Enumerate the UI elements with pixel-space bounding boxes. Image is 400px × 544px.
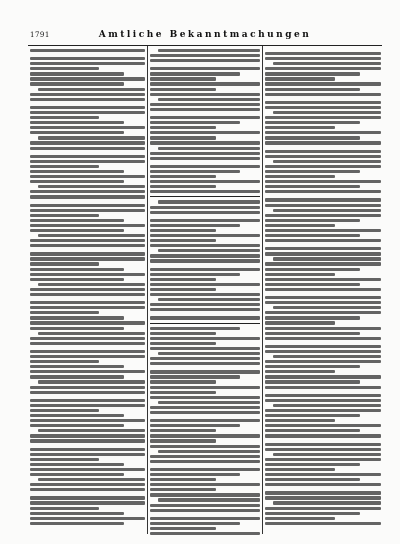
text-line	[30, 301, 145, 304]
text-line	[30, 98, 145, 101]
text-line	[265, 82, 381, 85]
text-line	[265, 126, 335, 129]
text-line	[273, 111, 381, 114]
text-line	[265, 458, 381, 461]
text-line	[150, 483, 260, 486]
text-line	[265, 278, 381, 281]
text-line	[265, 273, 335, 276]
text-line	[265, 507, 381, 510]
text-line	[273, 209, 381, 212]
text-line	[150, 77, 216, 80]
page-header	[30, 31, 380, 45]
text-line	[30, 419, 145, 422]
text-line	[150, 206, 260, 209]
text-line	[150, 131, 260, 134]
text-line	[150, 362, 260, 365]
text-line	[150, 283, 260, 286]
text-line	[30, 67, 99, 70]
text-line	[150, 445, 260, 448]
text-line	[30, 414, 124, 417]
text-line	[30, 190, 145, 193]
text-line	[30, 204, 145, 207]
text-line	[30, 278, 124, 281]
text-line	[265, 165, 381, 168]
text-line	[150, 380, 216, 383]
text-line	[265, 360, 381, 363]
text-line	[150, 375, 240, 378]
text-line	[265, 386, 381, 389]
text-line	[158, 401, 260, 404]
text-line	[265, 512, 360, 515]
text-line	[265, 88, 360, 91]
text-line	[150, 93, 260, 96]
text-line	[273, 62, 381, 65]
text-line	[158, 98, 260, 101]
text-line	[30, 337, 145, 340]
text-line	[158, 200, 260, 203]
text-line	[30, 311, 99, 314]
text-line	[30, 342, 145, 345]
text-line	[150, 303, 260, 306]
section-rule	[150, 196, 260, 197]
text-line	[265, 131, 381, 134]
text-line	[265, 473, 381, 476]
text-line	[150, 391, 216, 394]
text-line	[158, 498, 260, 501]
text-line	[150, 190, 260, 193]
text-line	[265, 350, 381, 353]
text-line	[150, 424, 240, 427]
text-line	[30, 399, 145, 402]
text-line	[150, 224, 240, 227]
text-line	[150, 170, 240, 173]
text-line	[38, 234, 145, 237]
text-line	[30, 214, 99, 217]
text-line	[38, 185, 145, 188]
text-line	[265, 72, 360, 75]
text-line	[30, 111, 145, 114]
text-line	[158, 298, 260, 301]
text-line	[150, 82, 260, 85]
text-line	[158, 352, 260, 355]
text-line	[30, 116, 99, 119]
text-line	[38, 88, 145, 91]
text-line	[265, 247, 381, 250]
text-line	[30, 273, 145, 276]
text-line	[30, 262, 99, 265]
text-line	[30, 160, 145, 163]
text-line	[265, 375, 381, 378]
text-line	[30, 448, 145, 451]
text-line	[150, 180, 260, 183]
text-line	[265, 141, 381, 144]
text-line	[265, 399, 381, 402]
text-line	[265, 121, 360, 124]
text-line	[150, 337, 260, 340]
text-line	[30, 517, 145, 520]
text-line	[273, 306, 381, 309]
text-line	[265, 448, 381, 451]
text-line	[30, 321, 145, 324]
text-line	[150, 185, 216, 188]
text-line	[273, 160, 381, 163]
text-line	[30, 229, 124, 232]
text-line	[265, 522, 381, 525]
text-line	[265, 170, 360, 173]
text-line	[265, 296, 381, 299]
text-line	[150, 493, 260, 496]
text-line	[150, 136, 216, 139]
text-line	[150, 488, 216, 491]
text-line	[265, 57, 381, 60]
text-line	[265, 150, 381, 153]
text-line	[150, 370, 260, 373]
text-line	[265, 67, 381, 70]
text-line	[150, 316, 260, 319]
text-line	[265, 311, 381, 314]
text-line	[265, 301, 381, 304]
text-line	[30, 306, 145, 309]
text-line	[30, 522, 124, 525]
text-line	[30, 391, 145, 394]
text-line	[265, 370, 335, 373]
text-line	[265, 214, 381, 217]
text-line	[265, 229, 381, 232]
text-line	[30, 468, 145, 471]
text-line	[265, 190, 381, 193]
text-line	[150, 396, 260, 399]
text-line	[30, 355, 145, 358]
text-line	[30, 288, 145, 291]
text-line	[150, 419, 260, 422]
text-line	[150, 460, 260, 463]
text-line	[273, 257, 381, 260]
text-line	[150, 165, 260, 168]
text-line	[265, 155, 381, 158]
text-line	[150, 254, 260, 257]
text-line	[150, 72, 240, 75]
text-line	[30, 165, 99, 168]
text-line	[265, 517, 335, 520]
text-line	[265, 288, 381, 291]
text-line	[265, 414, 360, 417]
text-line	[265, 337, 381, 340]
text-line	[150, 211, 260, 214]
text-line	[30, 386, 145, 389]
text-line	[150, 293, 260, 296]
text-line	[30, 483, 145, 486]
text-line	[150, 455, 260, 458]
text-line	[265, 93, 381, 96]
text-line	[265, 106, 381, 109]
text-line	[150, 411, 260, 414]
text-line	[30, 327, 124, 330]
text-line	[150, 239, 216, 242]
text-line	[150, 116, 260, 119]
text-line	[30, 147, 145, 150]
text-line	[158, 49, 260, 52]
text-line	[150, 532, 260, 535]
text-line	[38, 283, 145, 286]
running-title: Amtliche Bekanntmachungen	[98, 30, 312, 40]
text-line	[30, 49, 145, 52]
text-line	[265, 321, 335, 324]
text-line	[150, 509, 260, 512]
text-line	[30, 209, 145, 212]
text-line	[150, 439, 216, 442]
text-line	[150, 517, 260, 520]
text-line	[30, 424, 124, 427]
text-line	[30, 501, 145, 504]
text-line	[265, 316, 360, 319]
text-line	[158, 450, 260, 453]
text-line	[150, 468, 260, 471]
text-line	[30, 131, 124, 134]
text-line	[265, 136, 360, 139]
text-line	[30, 488, 145, 491]
text-line	[30, 257, 145, 260]
text-line	[150, 327, 240, 330]
text-line	[150, 527, 216, 530]
text-line	[273, 355, 381, 358]
text-line	[150, 108, 260, 111]
text-line	[265, 283, 360, 286]
text-line	[265, 180, 381, 183]
text-line	[273, 453, 381, 456]
text-line	[265, 116, 381, 119]
text-line	[150, 157, 260, 160]
text-line	[30, 453, 145, 456]
text-line	[265, 252, 381, 255]
text-line	[30, 507, 99, 510]
text-line	[30, 244, 145, 247]
text-line	[150, 67, 260, 70]
text-line	[30, 350, 145, 353]
text-line	[265, 424, 381, 427]
text-line	[273, 404, 381, 407]
text-line	[158, 147, 260, 150]
text-line	[150, 434, 260, 437]
text-line	[30, 316, 124, 319]
text-line	[158, 249, 260, 252]
text-line	[150, 332, 216, 335]
text-line	[265, 204, 381, 207]
text-line	[150, 234, 260, 237]
text-line	[150, 219, 260, 222]
text-line	[38, 332, 145, 335]
section-rule	[150, 323, 260, 324]
text-line	[30, 195, 145, 198]
text-line	[38, 380, 145, 383]
text-line	[30, 463, 124, 466]
text-line	[30, 121, 124, 124]
text-line	[150, 278, 216, 281]
text-line	[30, 155, 145, 158]
text-line	[150, 357, 260, 360]
text-line	[265, 52, 381, 55]
text-line	[30, 180, 124, 183]
text-line	[38, 478, 145, 481]
text-line	[30, 224, 145, 227]
text-line	[150, 88, 216, 91]
middle-column	[150, 47, 260, 535]
text-line	[265, 345, 381, 348]
text-line	[265, 77, 335, 80]
text-line	[150, 342, 216, 345]
text-line	[150, 288, 216, 291]
text-line	[30, 512, 124, 515]
text-line	[265, 443, 381, 446]
text-line	[30, 82, 124, 85]
text-line	[150, 308, 260, 311]
text-line	[30, 365, 124, 368]
text-line	[150, 103, 260, 106]
text-line	[30, 62, 145, 65]
text-line	[265, 429, 360, 432]
page-number: 1791	[30, 31, 50, 39]
header-rule	[28, 45, 382, 46]
text-line	[150, 126, 216, 129]
text-line	[30, 219, 124, 222]
text-line	[30, 439, 145, 442]
text-line	[38, 429, 145, 432]
text-line	[150, 229, 216, 232]
text-line	[265, 262, 381, 265]
text-line	[150, 273, 240, 276]
text-line	[30, 370, 145, 373]
text-line	[30, 409, 99, 412]
text-line	[150, 268, 260, 271]
right-column	[265, 47, 381, 535]
text-line	[30, 141, 145, 144]
text-line	[30, 458, 99, 461]
text-line	[150, 244, 260, 247]
text-line	[150, 152, 260, 155]
text-line	[30, 268, 124, 271]
text-line	[265, 101, 381, 104]
text-line	[265, 394, 381, 397]
text-line	[30, 126, 145, 129]
text-line	[265, 496, 381, 499]
text-line	[30, 239, 145, 242]
left-column	[30, 47, 145, 535]
column-rule	[147, 46, 148, 534]
text-line	[265, 175, 335, 178]
text-line	[30, 93, 145, 96]
text-line	[265, 327, 381, 330]
text-line	[150, 141, 260, 144]
text-line	[265, 409, 381, 412]
text-line	[30, 170, 124, 173]
text-line	[150, 175, 216, 178]
text-line	[30, 77, 145, 80]
text-line	[30, 106, 145, 109]
text-line	[150, 59, 260, 62]
text-line	[265, 419, 335, 422]
text-line	[30, 473, 124, 476]
text-line	[265, 268, 360, 271]
text-line	[30, 252, 145, 255]
text-line	[265, 219, 360, 222]
text-line	[30, 175, 145, 178]
text-line	[150, 347, 260, 350]
text-line	[30, 496, 145, 499]
text-line	[150, 478, 216, 481]
text-line	[265, 332, 360, 335]
text-line	[273, 501, 381, 504]
text-line	[265, 478, 360, 481]
text-line	[265, 483, 381, 486]
text-line	[265, 234, 360, 237]
text-line	[30, 404, 145, 407]
text-line	[265, 224, 335, 227]
column-rule	[262, 46, 263, 534]
text-line	[150, 429, 216, 432]
text-line	[150, 386, 260, 389]
text-line	[30, 375, 124, 378]
text-line	[150, 522, 240, 525]
text-line	[38, 136, 145, 139]
text-line	[150, 121, 240, 124]
text-line	[265, 468, 335, 471]
text-line	[150, 54, 260, 57]
text-line	[265, 365, 360, 368]
text-line	[30, 72, 124, 75]
text-line	[265, 239, 381, 242]
text-line	[150, 259, 260, 262]
text-line	[150, 504, 260, 507]
text-line	[150, 473, 240, 476]
text-line	[265, 463, 360, 466]
text-line	[30, 57, 145, 60]
text-line	[265, 491, 381, 494]
text-line	[265, 434, 381, 437]
text-line	[30, 434, 145, 437]
text-line	[265, 185, 360, 188]
text-line	[30, 360, 99, 363]
text-line	[150, 406, 260, 409]
text-line	[265, 380, 360, 383]
text-line	[30, 293, 145, 296]
text-line	[265, 198, 381, 201]
